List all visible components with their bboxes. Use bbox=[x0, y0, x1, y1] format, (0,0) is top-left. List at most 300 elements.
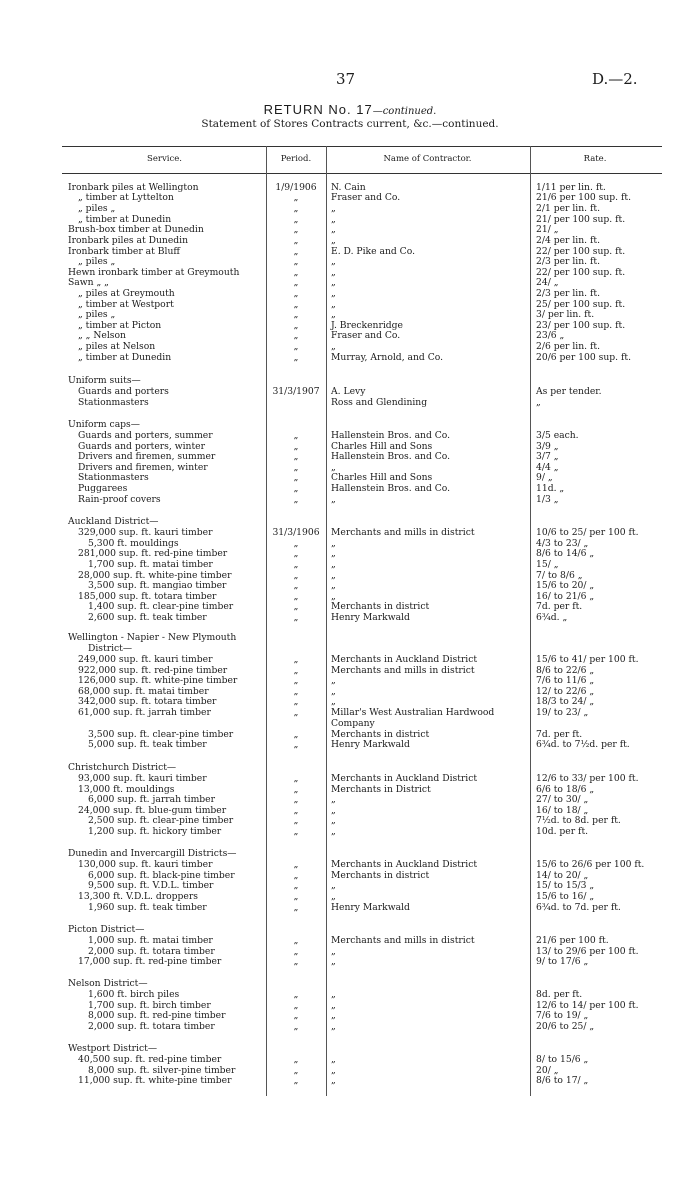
service-cell: 922,000 sup. ft. red-pine timber bbox=[78, 665, 228, 676]
table-row bbox=[0, 708, 700, 719]
rate-cell: 6¾d. to 7d. per ft. bbox=[536, 902, 621, 913]
contractor-cell: Murray, Arnold, and Co. bbox=[331, 352, 444, 363]
period-cell: „ bbox=[293, 256, 299, 267]
contractor-cell: „ bbox=[331, 1000, 336, 1011]
period-cell: „ bbox=[293, 707, 299, 718]
service-cell: Sawn „ „ bbox=[68, 277, 109, 288]
contractor-cell: Merchants in district bbox=[331, 870, 430, 881]
service-cell: 68,000 sup. ft. matai timber bbox=[78, 686, 209, 697]
contractor-cell: „ bbox=[331, 203, 336, 214]
service-cell: Ironbark piles at Dunedin bbox=[68, 235, 189, 246]
table-row bbox=[0, 644, 700, 655]
table-row bbox=[0, 795, 700, 806]
service-cell: 2,600 sup. ft. teak timber bbox=[88, 612, 207, 623]
rate-cell: 9/ to 17/6 „ bbox=[536, 956, 589, 967]
period-cell: 31/3/1906 bbox=[272, 527, 320, 538]
service-cell: 2,000 sup. ft. totara timber bbox=[88, 946, 215, 957]
period-cell: „ bbox=[293, 472, 299, 483]
table-row bbox=[0, 420, 700, 431]
contractor-cell: Merchants in Auckland District bbox=[331, 773, 478, 784]
rate-cell: 10/6 to 25/ per 100 ft. bbox=[536, 527, 639, 538]
table-row bbox=[0, 655, 700, 666]
rate-cell: 3/9 „ bbox=[536, 441, 559, 452]
table-row bbox=[0, 353, 700, 364]
period-cell: „ bbox=[293, 675, 299, 686]
table-row bbox=[0, 676, 700, 687]
rate-cell: 14/ to 20/ „ bbox=[536, 870, 589, 881]
rate-cell: 4/3 to 23/ „ bbox=[536, 538, 589, 549]
contractor-cell: E. D. Pike and Co. bbox=[331, 246, 415, 257]
period-cell: „ bbox=[293, 430, 299, 441]
contractor-cell: A. Levy bbox=[331, 386, 366, 397]
table-row bbox=[0, 763, 700, 774]
period-cell: „ bbox=[293, 1065, 299, 1076]
contractor-cell: „ bbox=[331, 696, 336, 707]
rate-cell: 1/3 „ bbox=[536, 494, 559, 505]
table-row bbox=[0, 827, 700, 838]
contractor-cell: Hallenstein Bros. and Co. bbox=[331, 483, 451, 494]
period-cell: „ bbox=[293, 341, 299, 352]
service-cell: 28,000 sup. ft. white-pine timber bbox=[78, 570, 232, 581]
table-row bbox=[0, 774, 700, 785]
col-contractor-header: Name of Contractor. bbox=[383, 154, 472, 164]
contractor-cell: „ bbox=[331, 559, 336, 570]
rate-cell: 6¾d. „ bbox=[536, 612, 568, 623]
contractor-cell: „ bbox=[331, 224, 336, 235]
table-row bbox=[0, 1022, 700, 1033]
period-cell: „ bbox=[293, 956, 299, 967]
table-row bbox=[0, 236, 700, 247]
contractor-cell: „ bbox=[331, 686, 336, 697]
table-row bbox=[0, 495, 700, 506]
service-cell: 2,000 sup. ft. totara timber bbox=[88, 1021, 215, 1032]
service-cell: „ piles „ bbox=[78, 256, 116, 267]
period-cell: „ bbox=[293, 826, 299, 837]
rate-cell: 22/ per 100 sup. ft. bbox=[536, 246, 626, 257]
rate-cell: „ bbox=[536, 397, 541, 408]
service-cell: Ironbark timber at Bluff bbox=[68, 246, 180, 257]
rate-cell: 15/6 to 41/ per 100 ft. bbox=[536, 654, 639, 665]
rate-cell: 15/6 to 20/ „ bbox=[536, 580, 595, 591]
period-cell: „ bbox=[293, 320, 299, 331]
table-row bbox=[0, 342, 700, 353]
period-cell: „ bbox=[293, 946, 299, 957]
rate-cell: As per tender. bbox=[536, 386, 602, 397]
rate-cell: 20/ „ bbox=[536, 1065, 559, 1076]
rate-cell: 3/ per lin. ft. bbox=[536, 309, 595, 320]
period-cell: „ bbox=[293, 1010, 299, 1021]
contractor-cell: „ bbox=[331, 462, 336, 473]
contractor-cell: Merchants and mills in district bbox=[331, 665, 475, 676]
rate-cell: 20/6 per 100 sup. ft. bbox=[536, 352, 632, 363]
contractor-cell: „ bbox=[331, 538, 336, 549]
period-cell: „ bbox=[293, 538, 299, 549]
rate-cell: 4/4 „ bbox=[536, 462, 559, 473]
table-row bbox=[0, 697, 700, 708]
contractor-cell: Merchants in Auckland District bbox=[331, 859, 478, 870]
page-number: 37 bbox=[336, 70, 356, 88]
service-cell: „ „ Nelson bbox=[78, 330, 126, 341]
rate-cell: 7/6 to 19/ „ bbox=[536, 1010, 589, 1021]
rate-cell: 15/6 to 26/6 per 100 ft. bbox=[536, 859, 645, 870]
period-cell: „ bbox=[293, 203, 299, 214]
rate-cell: 15/ „ bbox=[536, 559, 559, 570]
service-cell: 11,000 sup. ft. white-pine timber bbox=[78, 1075, 232, 1086]
service-cell: 1,960 sup. ft. teak timber bbox=[88, 902, 207, 913]
table-row bbox=[0, 549, 700, 560]
service-cell: „ piles at Nelson bbox=[78, 341, 156, 352]
period-cell: „ bbox=[293, 580, 299, 591]
contractor-cell: „ bbox=[331, 548, 336, 559]
contractor-cell: „ bbox=[331, 277, 336, 288]
service-cell: „ timber at Picton bbox=[78, 320, 162, 331]
period-cell: „ bbox=[293, 235, 299, 246]
contractor-cell: Merchants in district bbox=[331, 729, 430, 740]
service-cell: 1,600 ft. birch piles bbox=[88, 989, 180, 1000]
rate-cell: 12/ to 22/6 „ bbox=[536, 686, 595, 697]
rate-cell: 8/6 to 17/ „ bbox=[536, 1075, 589, 1086]
rate-cell: 12/6 to 14/ per 100 ft. bbox=[536, 1000, 639, 1011]
contractor-cell: Fraser and Co. bbox=[331, 330, 401, 341]
period-cell: „ bbox=[293, 880, 299, 891]
service-cell: Guards and porters, summer bbox=[78, 430, 213, 441]
table-row bbox=[0, 613, 700, 624]
rate-cell: 21/6 per 100 sup. ft. bbox=[536, 192, 632, 203]
period-cell: „ bbox=[293, 1075, 299, 1086]
service-cell: 13,300 ft. V.D.L. droppers bbox=[78, 891, 198, 902]
table-row bbox=[0, 1011, 700, 1022]
rate-cell: 16/ to 21/6 „ bbox=[536, 591, 595, 602]
table-row bbox=[0, 881, 700, 892]
period-cell: „ bbox=[293, 309, 299, 320]
rate-cell: 1/11 per lin. ft. bbox=[536, 182, 606, 193]
period-cell: „ bbox=[293, 859, 299, 870]
table-row bbox=[0, 517, 700, 528]
period-cell: „ bbox=[293, 696, 299, 707]
contractor-cell: Henry Markwald bbox=[331, 902, 410, 913]
service-cell: Hewn ironbark timber at Greymouth bbox=[68, 267, 240, 278]
service-cell: 40,500 sup. ft. red-pine timber bbox=[78, 1054, 222, 1065]
contractor-cell: Millar's West Australian Hardwood bbox=[331, 707, 495, 718]
service-cell: District— bbox=[88, 643, 133, 654]
contractor-cell: „ bbox=[331, 580, 336, 591]
table-row bbox=[0, 816, 700, 827]
table-row bbox=[0, 387, 700, 398]
service-cell: Drivers and firemen, winter bbox=[78, 462, 208, 473]
statement-subtitle: Statement of Stores Contracts current, &c.—continued. bbox=[201, 118, 499, 130]
contractor-cell: „ bbox=[331, 805, 336, 816]
contractor-cell: „ bbox=[331, 1010, 336, 1021]
service-cell: „ piles „ bbox=[78, 203, 116, 214]
table-row bbox=[0, 957, 700, 968]
rate-cell: 2/3 per lin. ft. bbox=[536, 256, 600, 267]
contractor-cell: „ bbox=[331, 570, 336, 581]
table-row bbox=[0, 925, 700, 936]
table-row bbox=[0, 528, 700, 539]
period-cell: „ bbox=[293, 989, 299, 1000]
rate-cell: 7/ to 8/6 „ bbox=[536, 570, 583, 581]
service-cell: Westport District— bbox=[68, 1043, 158, 1054]
service-cell: „ piles „ bbox=[78, 309, 116, 320]
rate-cell: 8/ to 15/6 „ bbox=[536, 1054, 589, 1065]
period-cell: „ bbox=[293, 224, 299, 235]
rate-cell: 13/ to 29/6 per 100 ft. bbox=[536, 946, 639, 957]
table-row bbox=[0, 225, 700, 236]
table-row bbox=[0, 398, 700, 409]
period-cell: „ bbox=[293, 288, 299, 299]
table-row bbox=[0, 602, 700, 613]
service-cell: 6,000 sup. ft. black-pine timber bbox=[88, 870, 235, 881]
period-cell: „ bbox=[293, 686, 299, 697]
service-cell: Stationmasters bbox=[78, 472, 149, 483]
period-cell: „ bbox=[293, 1000, 299, 1011]
rate-cell: 27/ to 30/ „ bbox=[536, 794, 589, 805]
contractor-cell: „ bbox=[331, 309, 336, 320]
period-cell: „ bbox=[293, 267, 299, 278]
rate-cell: 15/6 to 16/ „ bbox=[536, 891, 595, 902]
service-cell: 3,500 sup. ft. mangiao timber bbox=[88, 580, 227, 591]
contractor-cell: Henry Markwald bbox=[331, 739, 410, 750]
contractor-cell: „ bbox=[331, 235, 336, 246]
service-cell: 1,400 sup. ft. clear-pine timber bbox=[88, 601, 234, 612]
table-row bbox=[0, 193, 700, 204]
rate-cell: 25/ per 100 sup. ft. bbox=[536, 299, 626, 310]
service-cell: 93,000 sup. ft. kauri timber bbox=[78, 773, 207, 784]
contractor-cell: Fraser and Co. bbox=[331, 192, 401, 203]
service-cell: 185,000 sup. ft. totara timber bbox=[78, 591, 217, 602]
service-cell: Christchurch District— bbox=[68, 762, 177, 773]
service-cell: Guards and porters bbox=[78, 386, 169, 397]
return-title-main: RETURN No. 17 bbox=[263, 102, 373, 117]
table-row bbox=[0, 331, 700, 342]
contractor-cell: Ross and Glendining bbox=[331, 397, 428, 408]
rate-cell: 7d. per ft. bbox=[536, 729, 583, 740]
service-cell: 61,000 sup. ft. jarrah timber bbox=[78, 707, 211, 718]
contractor-cell: Hallenstein Bros. and Co. bbox=[331, 430, 451, 441]
table-row bbox=[0, 289, 700, 300]
contractor-cell: „ bbox=[331, 989, 336, 1000]
col-rate-header: Rate. bbox=[583, 154, 607, 164]
contractor-cell: „ bbox=[331, 956, 336, 967]
service-cell: 126,000 sup. ft. white-pine timber bbox=[78, 675, 238, 686]
contractor-cell: Charles Hill and Sons bbox=[331, 441, 433, 452]
contractor-cell: „ bbox=[331, 256, 336, 267]
rate-cell: 10d. per ft. bbox=[536, 826, 589, 837]
contractor-cell: Company bbox=[331, 718, 375, 729]
contractor-cell: N. Cain bbox=[331, 182, 366, 193]
service-cell: 329,000 sup. ft. kauri timber bbox=[78, 527, 213, 538]
contractor-cell: „ bbox=[331, 591, 336, 602]
service-cell: „ timber at Dunedin bbox=[78, 214, 172, 225]
contractor-cell: J. Breckenridge bbox=[331, 320, 403, 331]
table-row bbox=[0, 990, 700, 1001]
rate-cell: 12/6 to 33/ per 100 ft. bbox=[536, 773, 639, 784]
service-cell: 5,300 ft. mouldings bbox=[88, 538, 179, 549]
contractor-cell: „ bbox=[331, 288, 336, 299]
service-cell: „ timber at Lyttelton bbox=[78, 192, 174, 203]
contractor-cell: Merchants in district bbox=[331, 601, 430, 612]
contractor-cell: „ bbox=[331, 891, 336, 902]
rate-cell: 23/6 „ bbox=[536, 330, 565, 341]
rate-cell: 6¾d. to 7½d. per ft. bbox=[536, 739, 630, 750]
table-row bbox=[0, 936, 700, 947]
table-row bbox=[0, 892, 700, 903]
service-cell: 342,000 sup. ft. totara timber bbox=[78, 696, 217, 707]
service-cell: Ironbark piles at Wellington bbox=[68, 182, 199, 193]
period-cell: „ bbox=[293, 441, 299, 452]
period-cell: „ bbox=[293, 570, 299, 581]
service-cell: Uniform caps— bbox=[68, 419, 140, 430]
table-row bbox=[0, 452, 700, 463]
contractor-cell: „ bbox=[331, 267, 336, 278]
col-period-header: Period. bbox=[280, 154, 312, 164]
table-row bbox=[0, 560, 700, 571]
table-row bbox=[0, 1044, 700, 1055]
period-cell: „ bbox=[293, 548, 299, 559]
contractor-cell: „ bbox=[331, 494, 336, 505]
period-cell: „ bbox=[293, 870, 299, 881]
service-cell: 1,000 sup. ft. matai timber bbox=[88, 935, 213, 946]
rate-cell: 8/6 to 22/6 „ bbox=[536, 665, 595, 676]
service-cell: Stationmasters bbox=[78, 397, 149, 408]
rate-cell: 7/6 to 11/6 „ bbox=[536, 675, 595, 686]
service-cell: Nelson District— bbox=[68, 978, 148, 989]
service-cell: „ piles at Greymouth bbox=[78, 288, 175, 299]
rate-cell: 11d. „ bbox=[536, 483, 565, 494]
rate-cell: 20/6 to 25/ „ bbox=[536, 1021, 595, 1032]
period-cell: „ bbox=[293, 665, 299, 676]
rate-cell: 21/ „ bbox=[536, 224, 559, 235]
period-cell: „ bbox=[293, 352, 299, 363]
contractor-cell: „ bbox=[331, 1065, 336, 1076]
rate-cell: 9/ „ bbox=[536, 472, 553, 483]
rate-cell: 15/ to 15/3 „ bbox=[536, 880, 595, 891]
service-cell: Puggarees bbox=[78, 483, 128, 494]
table-row bbox=[0, 257, 700, 268]
period-cell: 1/9/1906 bbox=[275, 182, 317, 193]
period-cell: „ bbox=[293, 601, 299, 612]
service-cell: 13,000 ft. mouldings bbox=[78, 784, 175, 795]
period-cell: „ bbox=[293, 773, 299, 784]
return-title bbox=[0, 102, 700, 117]
service-cell: 24,000 sup. ft. blue-gum timber bbox=[78, 805, 227, 816]
period-cell: „ bbox=[293, 729, 299, 740]
table-row bbox=[0, 376, 700, 387]
period-cell: „ bbox=[293, 299, 299, 310]
service-cell: „ timber at Westport bbox=[78, 299, 174, 310]
rate-cell: 6/6 to 18/6 „ bbox=[536, 784, 595, 795]
rate-cell: 2/3 per lin. ft. bbox=[536, 288, 600, 299]
table-row bbox=[0, 1055, 700, 1066]
service-cell: Uniform suits— bbox=[68, 375, 141, 386]
service-cell: 249,000 sup. ft. kauri timber bbox=[78, 654, 213, 665]
contractor-cell: Merchants in Auckland District bbox=[331, 654, 478, 665]
rate-cell: 19/ to 23/ „ bbox=[536, 707, 589, 718]
col-service-header: Service. bbox=[147, 154, 182, 164]
rate-cell: 3/5 each. bbox=[536, 430, 579, 441]
service-cell: 2,500 sup. ft. clear-pine timber bbox=[88, 815, 234, 826]
service-cell: 1,700 sup. ft. birch timber bbox=[88, 1000, 211, 1011]
service-cell: Drivers and firemen, summer bbox=[78, 451, 216, 462]
period-cell: „ bbox=[293, 1054, 299, 1065]
rate-cell: 3/7 „ bbox=[536, 451, 559, 462]
period-cell: „ bbox=[293, 612, 299, 623]
service-cell: 281,000 sup. ft. red-pine timber bbox=[78, 548, 228, 559]
table-row bbox=[0, 484, 700, 495]
service-cell: Brush-box timber at Dunedin bbox=[68, 224, 204, 235]
service-cell: 1,700 sup. ft. matai timber bbox=[88, 559, 213, 570]
contractor-cell: „ bbox=[331, 214, 336, 225]
contractor-cell: „ bbox=[331, 815, 336, 826]
rate-cell: 21/6 per 100 ft. bbox=[536, 935, 609, 946]
table-row bbox=[0, 278, 700, 289]
period-cell: „ bbox=[293, 277, 299, 288]
period-cell: „ bbox=[293, 794, 299, 805]
service-cell: 9,500 sup. ft. V.D.L. timber bbox=[88, 880, 214, 891]
contractor-cell: „ bbox=[331, 1021, 336, 1032]
period-cell: „ bbox=[293, 935, 299, 946]
rate-cell: 2/6 per lin. ft. bbox=[536, 341, 600, 352]
period-cell: „ bbox=[293, 494, 299, 505]
table-row bbox=[0, 204, 700, 215]
period-cell: „ bbox=[293, 739, 299, 750]
rate-cell: 21/ per 100 sup. ft. bbox=[536, 214, 626, 225]
table-header bbox=[62, 146, 662, 174]
period-cell: „ bbox=[293, 1021, 299, 1032]
contractor-cell: „ bbox=[331, 341, 336, 352]
contractor-cell: „ bbox=[331, 299, 336, 310]
rate-cell: 8d. per ft. bbox=[536, 989, 583, 1000]
rate-cell: 8/6 to 14/6 „ bbox=[536, 548, 595, 559]
contractor-cell: Henry Markwald bbox=[331, 612, 410, 623]
rate-cell: 2/4 per lin. ft. bbox=[536, 235, 600, 246]
service-cell: 8,000 sup. ft. red-pine timber bbox=[88, 1010, 226, 1021]
period-cell: „ bbox=[293, 902, 299, 913]
service-cell: 8,000 sup. ft. silver-pine timber bbox=[88, 1065, 236, 1076]
contractor-cell: „ bbox=[331, 880, 336, 891]
service-cell: 1,200 sup. ft. hickory timber bbox=[88, 826, 222, 837]
table-row bbox=[0, 581, 700, 592]
table-row bbox=[0, 431, 700, 442]
service-cell: Guards and porters, winter bbox=[78, 441, 205, 452]
period-cell: „ bbox=[293, 784, 299, 795]
period-cell: „ bbox=[293, 330, 299, 341]
table-row bbox=[0, 849, 700, 860]
service-cell: 3,500 sup. ft. clear-pine timber bbox=[88, 729, 234, 740]
contractor-cell: „ bbox=[331, 946, 336, 957]
service-cell: 17,000 sup. ft. red-pine timber bbox=[78, 956, 222, 967]
period-cell: „ bbox=[293, 591, 299, 602]
rate-cell: 16/ to 18/ „ bbox=[536, 805, 589, 816]
rate-cell: 24/ „ bbox=[536, 277, 559, 288]
rate-cell: 22/ per 100 sup. ft. bbox=[536, 267, 626, 278]
service-cell: Auckland District— bbox=[68, 516, 159, 527]
contractor-cell: „ bbox=[331, 794, 336, 805]
period-cell: „ bbox=[293, 214, 299, 225]
table-row bbox=[0, 633, 700, 644]
contractor-cell: Merchants in District bbox=[331, 784, 431, 795]
page-reference: D.—2. bbox=[592, 70, 638, 88]
period-cell: „ bbox=[293, 483, 299, 494]
contractor-cell: Hallenstein Bros. and Co. bbox=[331, 451, 451, 462]
service-cell: Wellington - Napier - New Plymouth bbox=[68, 632, 237, 643]
period-cell: „ bbox=[293, 815, 299, 826]
rate-cell: 23/ per 100 sup. ft. bbox=[536, 320, 626, 331]
service-cell: Picton District— bbox=[68, 924, 145, 935]
service-cell: Rain-proof covers bbox=[78, 494, 161, 505]
table-row bbox=[0, 473, 700, 484]
rate-cell: 18/3 to 24/ „ bbox=[536, 696, 595, 707]
